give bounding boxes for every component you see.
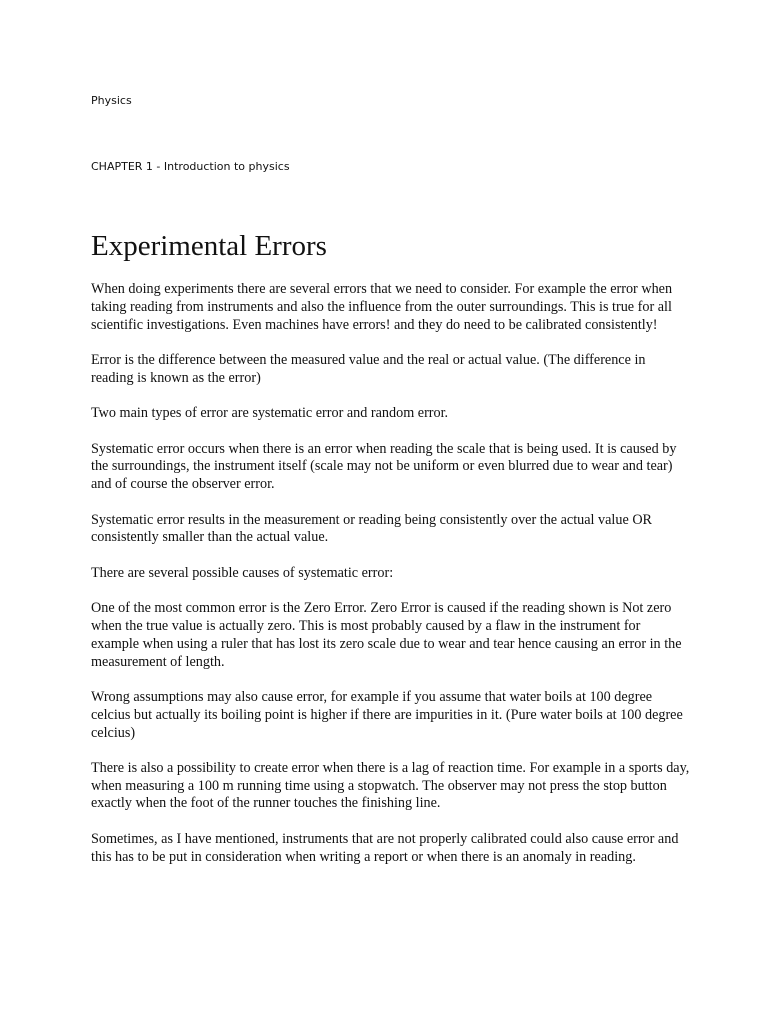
paragraph-intro: When doing experiments there are several errors that we need to consider. For example the error when taking reading from instruments and also the influence from the outer surroundings. This is true for all scientific investigations. Even machines have errors! and they do need to be calibrated consistently! xyxy=(91,281,673,333)
paragraph-calibration: Sometimes, as I have mentioned, instruments that are not properly calibrated could also cause error and this has to be put in consideration when writing a report or when there is an anomaly in reading. xyxy=(91,830,679,865)
paragraph-wrong-assumptions: Wrong assumptions may also cause error, for example if you assume that water boils at 100 degree celcius but actually its boiling point is higher if there are impurities in it. (Pure water boils at 100 degree celcius) xyxy=(91,688,683,741)
paragraph-causes-intro: There are several possible causes of systematic error: xyxy=(91,564,394,581)
paragraph-systematic-result: Systematic error results in the measurement or reading being consistently over the actual value OR consistently smaller than the actual value. xyxy=(91,511,653,546)
article-title: Experimental Errors xyxy=(91,230,327,262)
paragraph-reaction-time: There is also a possibility to create error when there is a lag of reaction time. For example in a sports day, when measuring a 100 m running time using a stopwatch. The observer may not press the stop button exactly when the foot of the runner touches the finishing line. xyxy=(91,759,690,812)
article-body xyxy=(91,281,691,884)
paragraph-error-definition: Error is the difference between the measured value and the real or actual value. (The difference in reading is known as the error) xyxy=(91,351,646,386)
subject-label: Physics xyxy=(91,94,132,107)
paragraph-error-types: Two main types of error are systematic error and random error. xyxy=(91,405,449,422)
chapter-heading: CHAPTER 1 - Introduction to physics xyxy=(91,160,290,173)
paragraph-systematic-error: Systematic error occurs when there is an error when reading the scale that is being used. It is caused by the surroundings, the instrument itself (scale may not be uniform or even blurred due to wear and tear) and of course the observer error. xyxy=(91,440,677,493)
paragraph-zero-error: One of the most common error is the Zero Error. Zero Error is caused if the reading shown is Not zero when the true value is actually zero. This is most probably caused by a flaw in the instrument for example when using a ruler that has lost its zero scale due to wear and tear hence causing an error in the measurement of length. xyxy=(91,600,682,670)
